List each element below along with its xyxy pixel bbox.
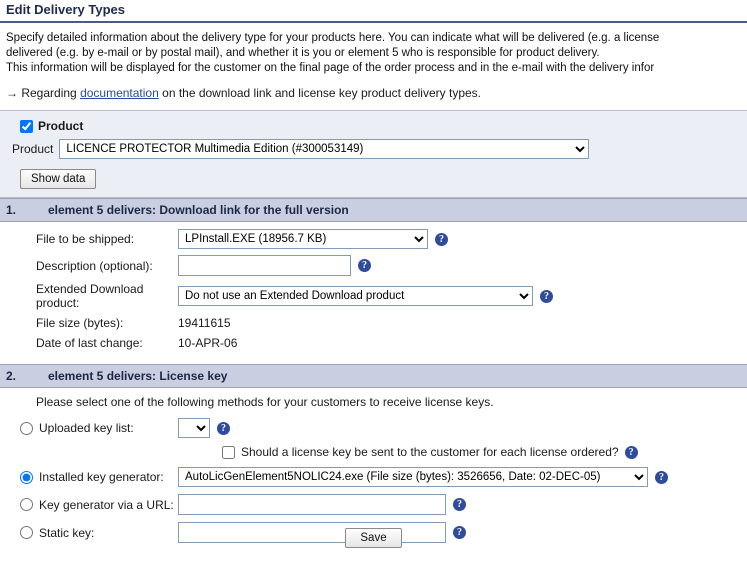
help-icon[interactable]: ? — [453, 498, 466, 511]
static-key-label: Static key: — [39, 525, 95, 540]
product-checkbox[interactable] — [20, 120, 33, 133]
option-installed-key-generator — [6, 467, 741, 487]
help-icon[interactable]: ? — [655, 471, 668, 484]
send-key-per-license-label: Should a license key be sent to the customer for each license ordered? — [241, 445, 619, 459]
send-key-per-license-checkbox[interactable] — [222, 446, 235, 459]
save-button[interactable]: Save — [345, 528, 401, 548]
intro-line-2: delivered (e.g. by e-mail or by postal mail), and whether it is you or element 5 who is responsible for product delivery. — [6, 47, 600, 59]
file-to-be-shipped-select[interactable] — [178, 229, 428, 249]
send-key-per-license-row — [222, 445, 741, 459]
intro-text — [0, 23, 747, 76]
key-generator-url-label: Key generator via a URL: — [39, 497, 174, 512]
field-label: Date of last change: — [36, 336, 143, 350]
section2-header — [0, 364, 747, 388]
help-icon[interactable]: ? — [435, 233, 448, 246]
product-checkbox-label: Product — [38, 119, 84, 133]
description-input[interactable] — [178, 255, 351, 276]
save-row — [0, 525, 747, 548]
intro-line-3: This information will be displayed for the customer on the final page of the order process and in the e-mail with the delivery infor — [6, 62, 655, 74]
page-title: Edit Delivery Types — [0, 0, 747, 23]
installed-key-generator-select[interactable] — [178, 467, 648, 487]
field-description — [6, 255, 741, 276]
section1-body — [0, 222, 747, 364]
uploaded-key-list-radio[interactable] — [20, 422, 33, 435]
section2-number: 2. — [6, 369, 17, 383]
arrow-icon: → — [6, 86, 18, 100]
option-key-generator-url — [6, 494, 741, 515]
uploaded-key-list-label: Uploaded key list: — [39, 421, 134, 435]
key-generator-url-radio[interactable] — [20, 498, 33, 511]
field-label: Description (optional): — [36, 258, 153, 273]
file-size-value: 19411615 — [178, 316, 231, 330]
section2-note: Please select one of the following methods for your customers to receive license keys. — [36, 395, 494, 409]
option-uploaded-key-list — [6, 418, 741, 438]
field-label: Extended Download product: — [36, 282, 144, 310]
key-generator-url-input[interactable] — [178, 494, 446, 515]
show-data-wrap — [20, 169, 741, 189]
field-file-size — [6, 316, 741, 330]
documentation-link[interactable]: documentation — [80, 86, 159, 100]
extended-download-product-select[interactable] — [178, 286, 533, 306]
field-extended-download-product — [6, 282, 741, 310]
help-icon[interactable]: ? — [217, 422, 230, 435]
regarding-suffix: on the download link and license key product delivery types. — [162, 86, 481, 100]
uploaded-key-list-select[interactable] — [178, 418, 210, 438]
product-select[interactable] — [59, 139, 589, 159]
field-date-of-last-change — [6, 336, 741, 350]
field-label: File to be shipped: — [36, 232, 135, 246]
product-select-label: Product — [12, 142, 54, 156]
help-icon[interactable]: ? — [453, 526, 466, 539]
product-checkbox-row[interactable] — [20, 119, 741, 133]
installed-key-generator-radio[interactable] — [20, 471, 33, 484]
field-file-to-be-shipped — [6, 229, 741, 249]
regarding-line — [0, 76, 747, 110]
date-last-change-value: 10-APR-06 — [178, 336, 238, 350]
section1-header — [0, 198, 747, 222]
regarding-prefix: Regarding — [21, 86, 77, 100]
show-data-button[interactable]: Show data — [20, 169, 96, 189]
section1-title: element 5 delivers: Download link for the full version — [48, 203, 349, 217]
intro-line-1: Specify detailed information about the delivery type for your products here. You can indicate what will be delivered (e.g. a license — [6, 32, 660, 44]
installed-key-generator-label: Installed key generator: — [39, 470, 164, 484]
section1-number: 1. — [6, 203, 17, 217]
help-icon[interactable]: ? — [625, 446, 638, 459]
help-icon[interactable]: ? — [540, 290, 553, 303]
product-band — [0, 110, 747, 198]
help-icon[interactable]: ? — [358, 259, 371, 272]
section2-title: element 5 delivers: License key — [48, 369, 228, 383]
field-label: File size (bytes): — [36, 316, 124, 330]
product-select-row — [12, 139, 741, 159]
